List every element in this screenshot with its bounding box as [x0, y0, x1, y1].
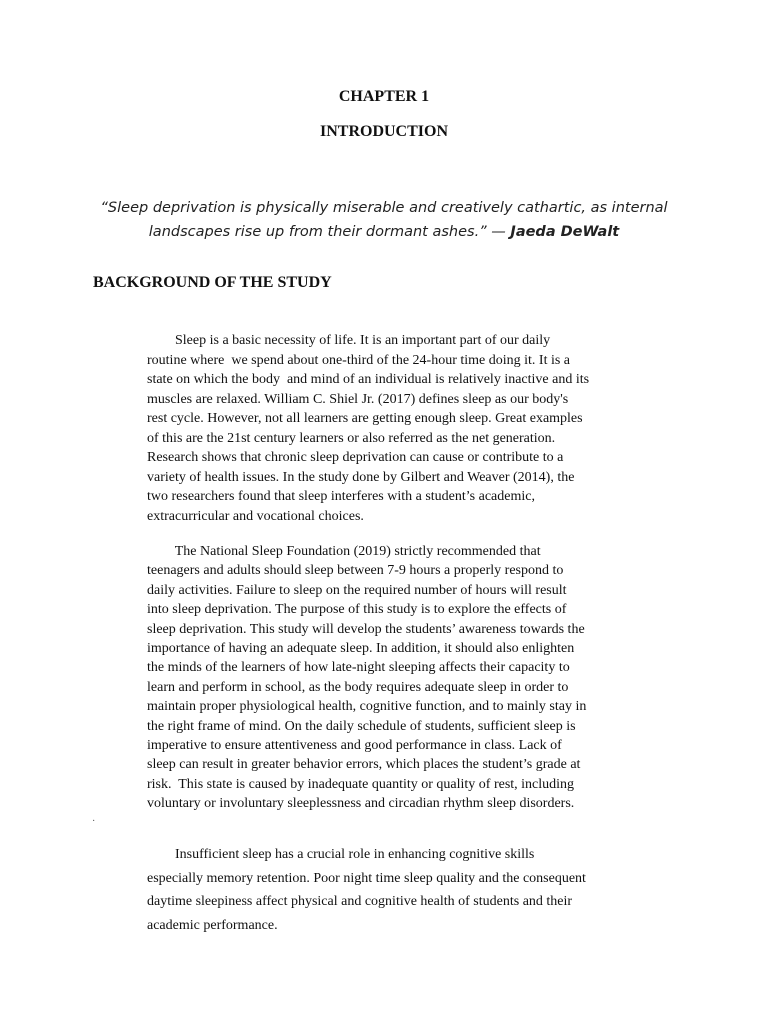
paragraph-line: daily activities. Failure to sleep on the required number of hours will result: [147, 582, 567, 598]
paragraph-line: risk. This state is caused by inadequate quantity or quality of rest, including: [147, 776, 575, 792]
paragraph-line: imperative to ensure attentiveness and good performance in class. Lack of: [147, 738, 562, 754]
stray-mark: ·: [92, 816, 96, 827]
paragraph-line: academic performance.: [147, 917, 278, 933]
chapter-heading: CHAPTER 1: [338, 88, 430, 105]
paragraph-line: sleep can result in greater behavior errors, which places the student’s grade at: [147, 757, 581, 773]
paragraph-3: [147, 843, 637, 937]
chapter-title: INTRODUCTION: [319, 123, 448, 140]
paragraph-line: voluntary or involuntary sleeplessness and circadian rhythm sleep disorders.: [147, 796, 575, 812]
epigraph-quote: [100, 196, 668, 244]
paragraph-line: importance of having an adequate sleep. In addition, it should also enlighten: [147, 641, 575, 657]
paragraph-line: daytime sleepiness affect physical and cognitive health of students and their: [147, 894, 573, 909]
paragraph-line: maintain proper physiological health, cognitive function, and to mainly stay in: [147, 699, 587, 715]
paragraph-line: Sleep is a basic necessity of life. It is an important part of our daily: [147, 333, 551, 348]
quote-author: Jaeda DeWalt: [510, 224, 620, 240]
quote-line-2: landscapes rise up from their dormant ashes.” —: [148, 224, 506, 240]
paragraph-line: Insufficient sleep has a crucial role in enhancing cognitive skills: [147, 847, 535, 862]
paragraph-line: rest cycle. However, not all learners are getting enough sleep. Great examples: [147, 411, 583, 426]
paragraph-line: variety of health issues. In the study done by Gilbert and Weaver (2014), the: [147, 469, 575, 485]
paragraph-line: learn and perform in school, as the body requires adequate sleep in order to: [147, 679, 569, 695]
paragraph-line: state on which the body and mind of an individual is relatively inactive and its: [147, 372, 590, 387]
paragraph-line: routine where we spend about one-third of the 24-hour time doing it. It is a: [147, 352, 571, 368]
quote-line-1: “Sleep deprivation is physically miserable and creatively cathartic, as internal: [100, 200, 668, 216]
paragraph-2: [147, 542, 637, 814]
paragraph-line: The National Sleep Foundation (2019) strictly recommended that: [147, 544, 541, 559]
paragraph-line: into sleep deprivation. The purpose of this study is to explore the effects of: [147, 602, 567, 618]
paragraph-line: the minds of the learners of how late-night sleeping affects their capacity to: [147, 660, 570, 676]
paragraph-line: especially memory retention. Poor night time sleep quality and the consequent: [147, 870, 586, 886]
paragraph-line: the right frame of mind. On the daily schedule of students, sufficient sleep is: [147, 718, 576, 734]
paragraph-line: of this are the 21st century learners or also referred as the net generation.: [147, 430, 556, 446]
paragraph-line: muscles are relaxed. William C. Shiel Jr. (2017) defines sleep as our body's: [147, 391, 569, 407]
paragraph-line: teenagers and adults should sleep between 7-9 hours a properly respond to: [147, 563, 564, 579]
paragraph-1: [147, 331, 637, 526]
paragraph-line: extracurricular and vocational choices.: [147, 508, 364, 524]
paragraph-line: Research shows that chronic sleep deprivation can cause or contribute to a: [147, 450, 564, 465]
paragraph-line: sleep deprivation. This study will develop the students’ awareness towards the: [147, 621, 585, 637]
paragraph-line: two researchers found that sleep interferes with a student’s academic,: [147, 489, 535, 504]
section-heading: BACKGROUND OF THE STUDY: [93, 274, 332, 291]
